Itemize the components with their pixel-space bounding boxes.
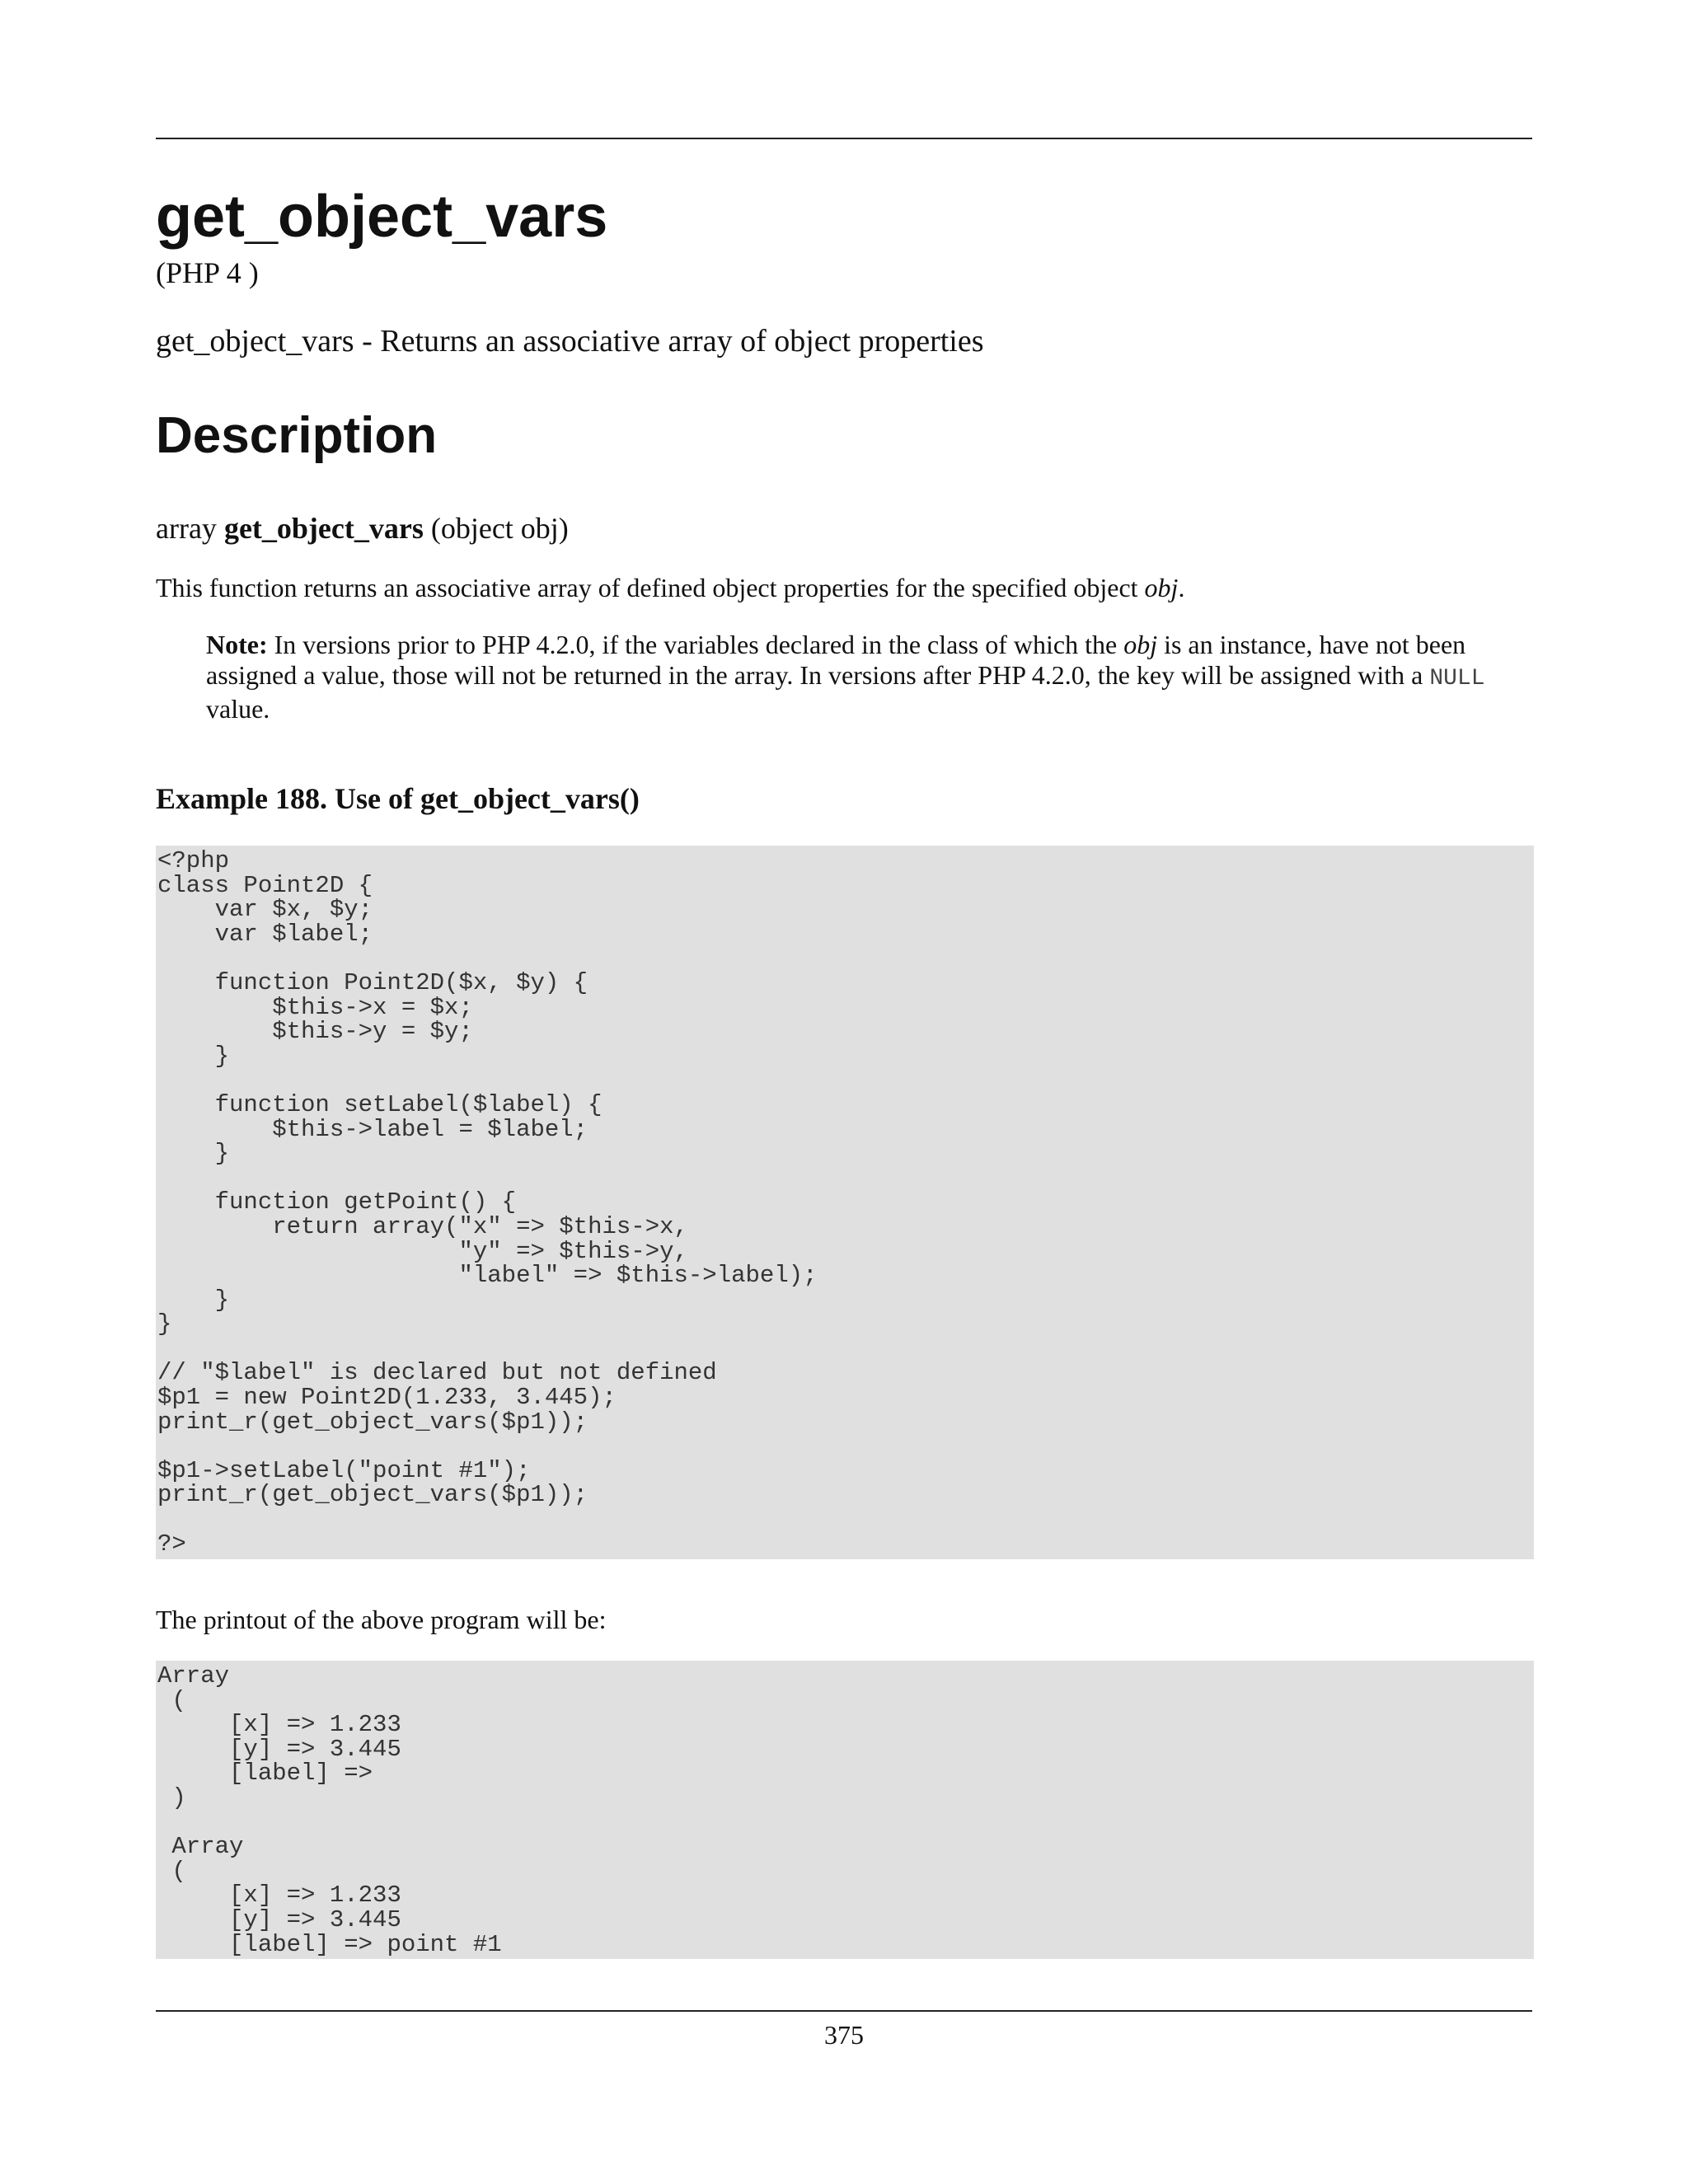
note-block — [206, 630, 1492, 724]
note-text-1: In versions prior to PHP 4.2.0, if the variables declared in the class of which the — [267, 630, 1124, 659]
function-params: (object obj) — [430, 512, 569, 545]
header-rule — [156, 138, 1532, 139]
note-label: Note: — [206, 630, 268, 659]
page-title: get_object_vars — [156, 184, 608, 250]
printout-intro: The printout of the above program will be: — [156, 1605, 607, 1634]
function-synopsis — [156, 511, 569, 546]
return-type: array — [156, 512, 217, 545]
php-version: (PHP 4 ) — [156, 256, 259, 289]
description-paragraph — [156, 572, 1532, 603]
null-constant: NULL — [1429, 666, 1485, 691]
page-number: 375 — [824, 2020, 864, 2050]
function-name: get_object_vars — [223, 512, 424, 545]
example-code-block: <?php class Point2D { var $x, $y; var $label; function Point2D($x, $y) { $this->x = $x; $this->y = $y; } function setLabel($label) { $this->label = $label; } function getPoint() { return array("x" => $this->x, "y" => $this->y, "label" => $this->label); } } // "$label" is declared but not defined $p1 = new Point2D(1.233, 3.445); print_r(get_object_vars($p1)); $p1->setLabel("point #1"); print_r(get_object_vars($p1)); ?> — [156, 846, 1534, 1559]
note-text-3: value. — [206, 694, 270, 724]
example-title: Example 188. Use of get_object_vars() — [156, 782, 640, 815]
output-code-block: Array ( [x] => 1.233 [y] => 3.445 [label] => ) Array ( [x] => 1.233 [y] => 3.445 [label] => point #1 — [156, 1661, 1534, 1959]
paragraph-text: This function returns an associative array of defined object properties for the specified object — [156, 573, 1145, 602]
param-obj: obj — [1144, 573, 1179, 602]
note-text-2: is an instance, have not been assigned a value, those will not be returned in the array. In versions after PHP 4.2.0, the key will be assigned with a — [206, 630, 1466, 690]
paragraph-end: . — [1178, 573, 1185, 602]
function-purpose: get_object_vars - Returns an associative array of object properties — [156, 324, 984, 359]
footer-rule — [156, 2010, 1532, 2012]
description-heading: Description — [156, 407, 438, 464]
note-param-obj: obj — [1123, 630, 1158, 659]
